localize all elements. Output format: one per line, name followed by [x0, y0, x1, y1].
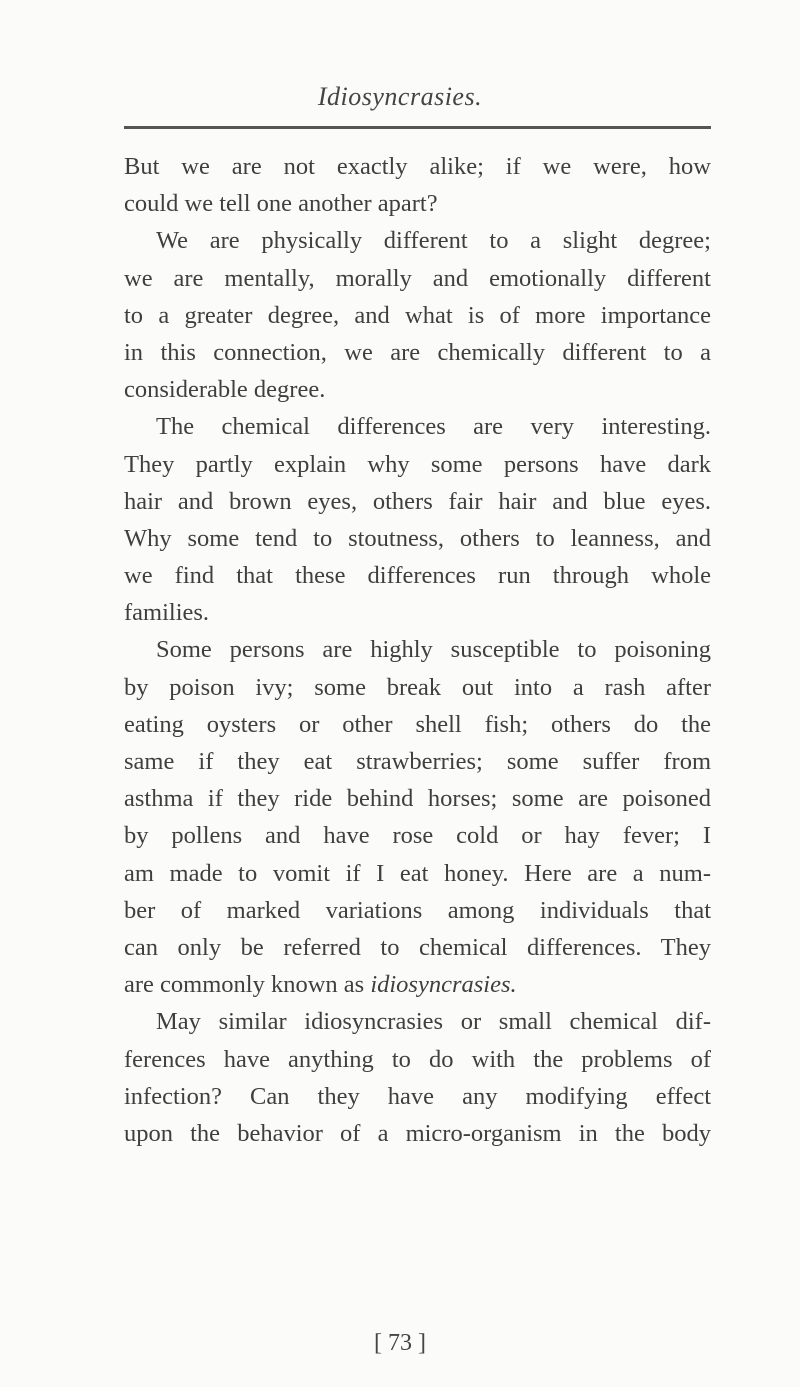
- text-line: [124, 222, 711, 259]
- text-line-content: to a greater degree, and what is of more importance: [124, 301, 711, 329]
- text-line-content: Why some tend to stoutness, others to leanness, and: [124, 524, 711, 552]
- text-line-content: But we are not exactly alike; if we were, how: [124, 153, 711, 180]
- text-line-content: by pollens and have rose cold or hay fever; I: [124, 822, 711, 850]
- text-line: [124, 297, 711, 334]
- text-line: [124, 557, 711, 594]
- text-line-content: considerable degree.: [124, 376, 326, 404]
- text-line-content: infection? Can they have any modifying effect: [124, 1082, 711, 1110]
- text-line: [124, 929, 711, 966]
- text-line: [124, 966, 711, 1003]
- text-line-content: families.: [124, 599, 210, 627]
- text-line-content: can only be referred to chemical differences. They: [124, 933, 711, 961]
- text-line-content: asthma if they ride behind horses; some are poisoned: [124, 785, 711, 813]
- text-line-content: ber of marked variations among individuals that: [124, 896, 711, 924]
- text-line-content: Some persons are highly susceptible to poisoning: [156, 636, 711, 664]
- text-line-content: eating oysters or other shell fish; others do the: [124, 710, 711, 738]
- text-line: [124, 743, 711, 780]
- text-line: [124, 1115, 711, 1152]
- text-line-content: are commonly known as: [124, 971, 371, 999]
- body-text: [124, 148, 711, 1152]
- text-line: [124, 669, 711, 706]
- text-line-content: hair and brown eyes, others fair hair and blue eyes.: [124, 487, 711, 515]
- text-line: [124, 185, 711, 222]
- text-line-content: could we tell one another apart?: [124, 190, 438, 218]
- text-line-content: May similar idiosyncrasies or small chemical dif-: [156, 1008, 711, 1036]
- text-line: [124, 1041, 711, 1078]
- text-line: [124, 1078, 711, 1115]
- text-line: [124, 594, 711, 631]
- text-line: [124, 371, 711, 408]
- text-line-content: we are mentally, morally and emotionally different: [124, 264, 711, 292]
- text-line-content: by poison ivy; some break out into a rash after: [124, 673, 711, 701]
- text-line-content: upon the behavior of a micro-organism in the body: [124, 1119, 711, 1147]
- page-number: [ 73 ]: [374, 1330, 426, 1356]
- text-line: [124, 1003, 711, 1040]
- text-line-content: in this connection, we are chemically different to a: [124, 338, 711, 366]
- text-line: [124, 260, 711, 297]
- italic-term: idiosyncrasies.: [370, 971, 517, 999]
- text-line-content: They partly explain why some persons have dark: [124, 450, 711, 478]
- text-line: [124, 855, 711, 892]
- text-line: [124, 780, 711, 817]
- text-line-content: The chemical differences are very interesting.: [156, 413, 711, 441]
- text-line-content: same if they eat strawberries; some suffer from: [124, 748, 711, 775]
- text-line: [124, 520, 711, 557]
- text-line: [124, 148, 711, 185]
- text-line: [124, 334, 711, 371]
- text-line-content: am made to vomit if I eat honey. Here are a num-: [124, 859, 711, 887]
- running-head: Idiosyncrasies.: [317, 82, 483, 111]
- text-line: [124, 408, 711, 445]
- text-line-content: We are physically different to a slight degree;: [156, 227, 711, 255]
- text-line: [124, 483, 711, 520]
- text-line-content: we find that these differences run through whole: [124, 562, 711, 590]
- header-rule: [124, 126, 711, 129]
- text-line-content: ferences have anything to do with the problems of: [124, 1045, 711, 1073]
- text-line: [124, 892, 711, 929]
- text-line: [124, 817, 711, 854]
- text-line: [124, 446, 711, 483]
- text-line: [124, 631, 711, 668]
- text-line: [124, 706, 711, 743]
